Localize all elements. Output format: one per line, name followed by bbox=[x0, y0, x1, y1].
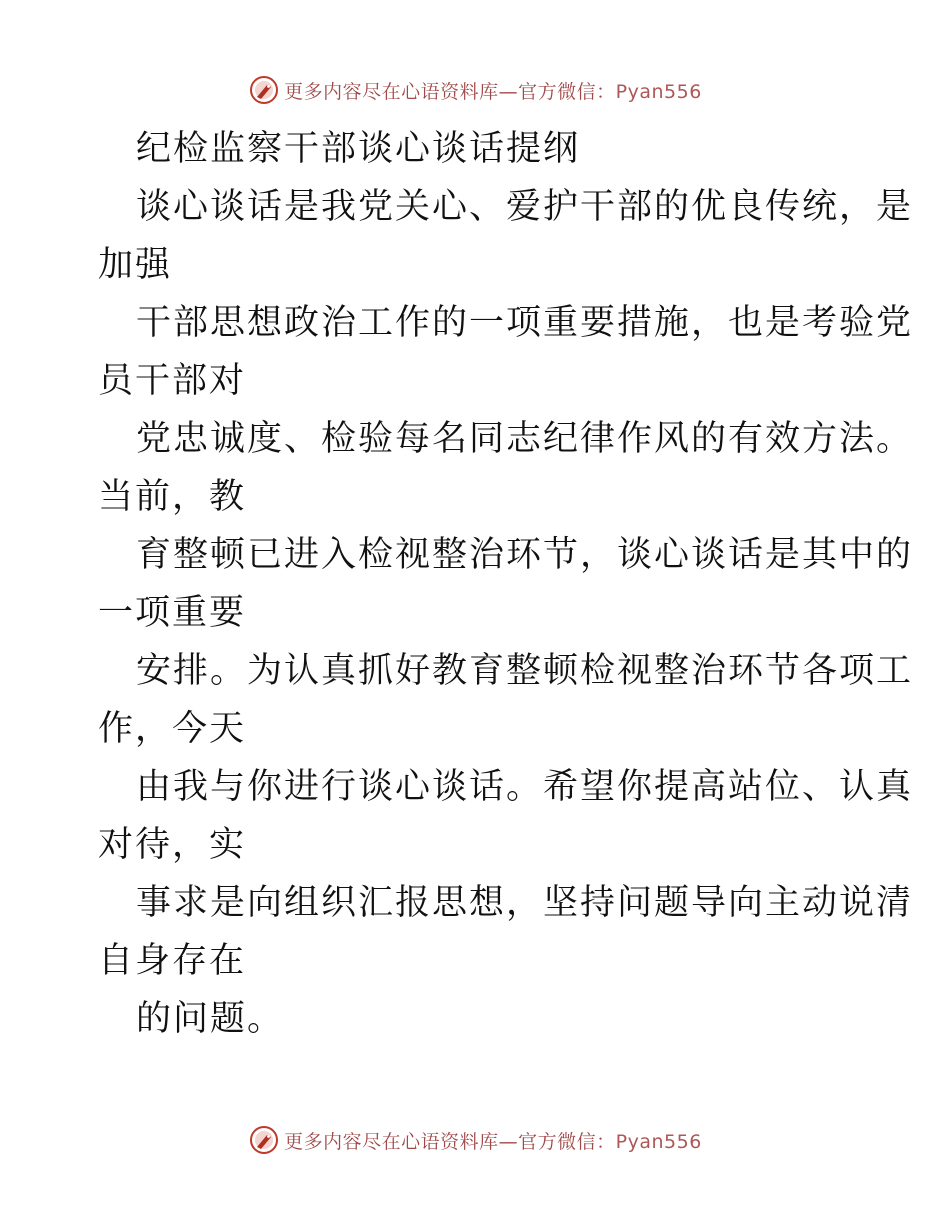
header-watermark-banner bbox=[0, 70, 950, 110]
pen-nib-logo-icon bbox=[248, 74, 280, 106]
paragraph-line: 的问题。 bbox=[136, 999, 285, 1039]
paragraph-line: 加强 bbox=[98, 245, 173, 285]
document-body bbox=[98, 120, 914, 1048]
footer-watermark-banner bbox=[0, 1120, 950, 1160]
paragraph-line: 一项重要 bbox=[98, 593, 247, 633]
document-title: 纪检监察干部谈心谈话提纲 bbox=[136, 129, 581, 169]
paragraph-line: 党忠诚度、检验每名同志纪律作风的有效方法。 bbox=[136, 419, 914, 459]
pen-nib-logo-icon bbox=[248, 1124, 280, 1156]
paragraph-line: 事求是向组织汇报思想，坚持问题导向主动说清 bbox=[136, 883, 914, 923]
paragraph-line: 谈心谈话是我党关心、爱护干部的优良传统，是 bbox=[136, 187, 914, 227]
paragraph-line: 干部思想政治工作的一项重要措施，也是考验党 bbox=[136, 303, 914, 343]
paragraph-line: 当前，教 bbox=[98, 477, 247, 517]
paragraph-line: 对待，实 bbox=[98, 825, 247, 865]
footer-watermark-text: 更多内容尽在心语资料库—官方微信：Pyan556 bbox=[284, 1130, 702, 1153]
paragraph-line: 由我与你进行谈心谈话。希望你提高站位、认真 bbox=[136, 767, 914, 807]
paragraph-line: 作，今天 bbox=[98, 709, 247, 749]
paragraph-line: 自身存在 bbox=[98, 941, 247, 981]
header-watermark-handle: Pyan556 bbox=[615, 80, 702, 103]
paragraph-line: 安排。为认真抓好教育整顿检视整治环节各项工 bbox=[136, 651, 914, 691]
paragraph-line: 员干部对 bbox=[98, 361, 247, 401]
paragraph-line: 育整顿已进入检视整治环节，谈心谈话是其中的 bbox=[136, 535, 914, 575]
footer-watermark-handle: Pyan556 bbox=[615, 1130, 702, 1153]
header-watermark-text: 更多内容尽在心语资料库—官方微信：Pyan556 bbox=[284, 80, 702, 103]
